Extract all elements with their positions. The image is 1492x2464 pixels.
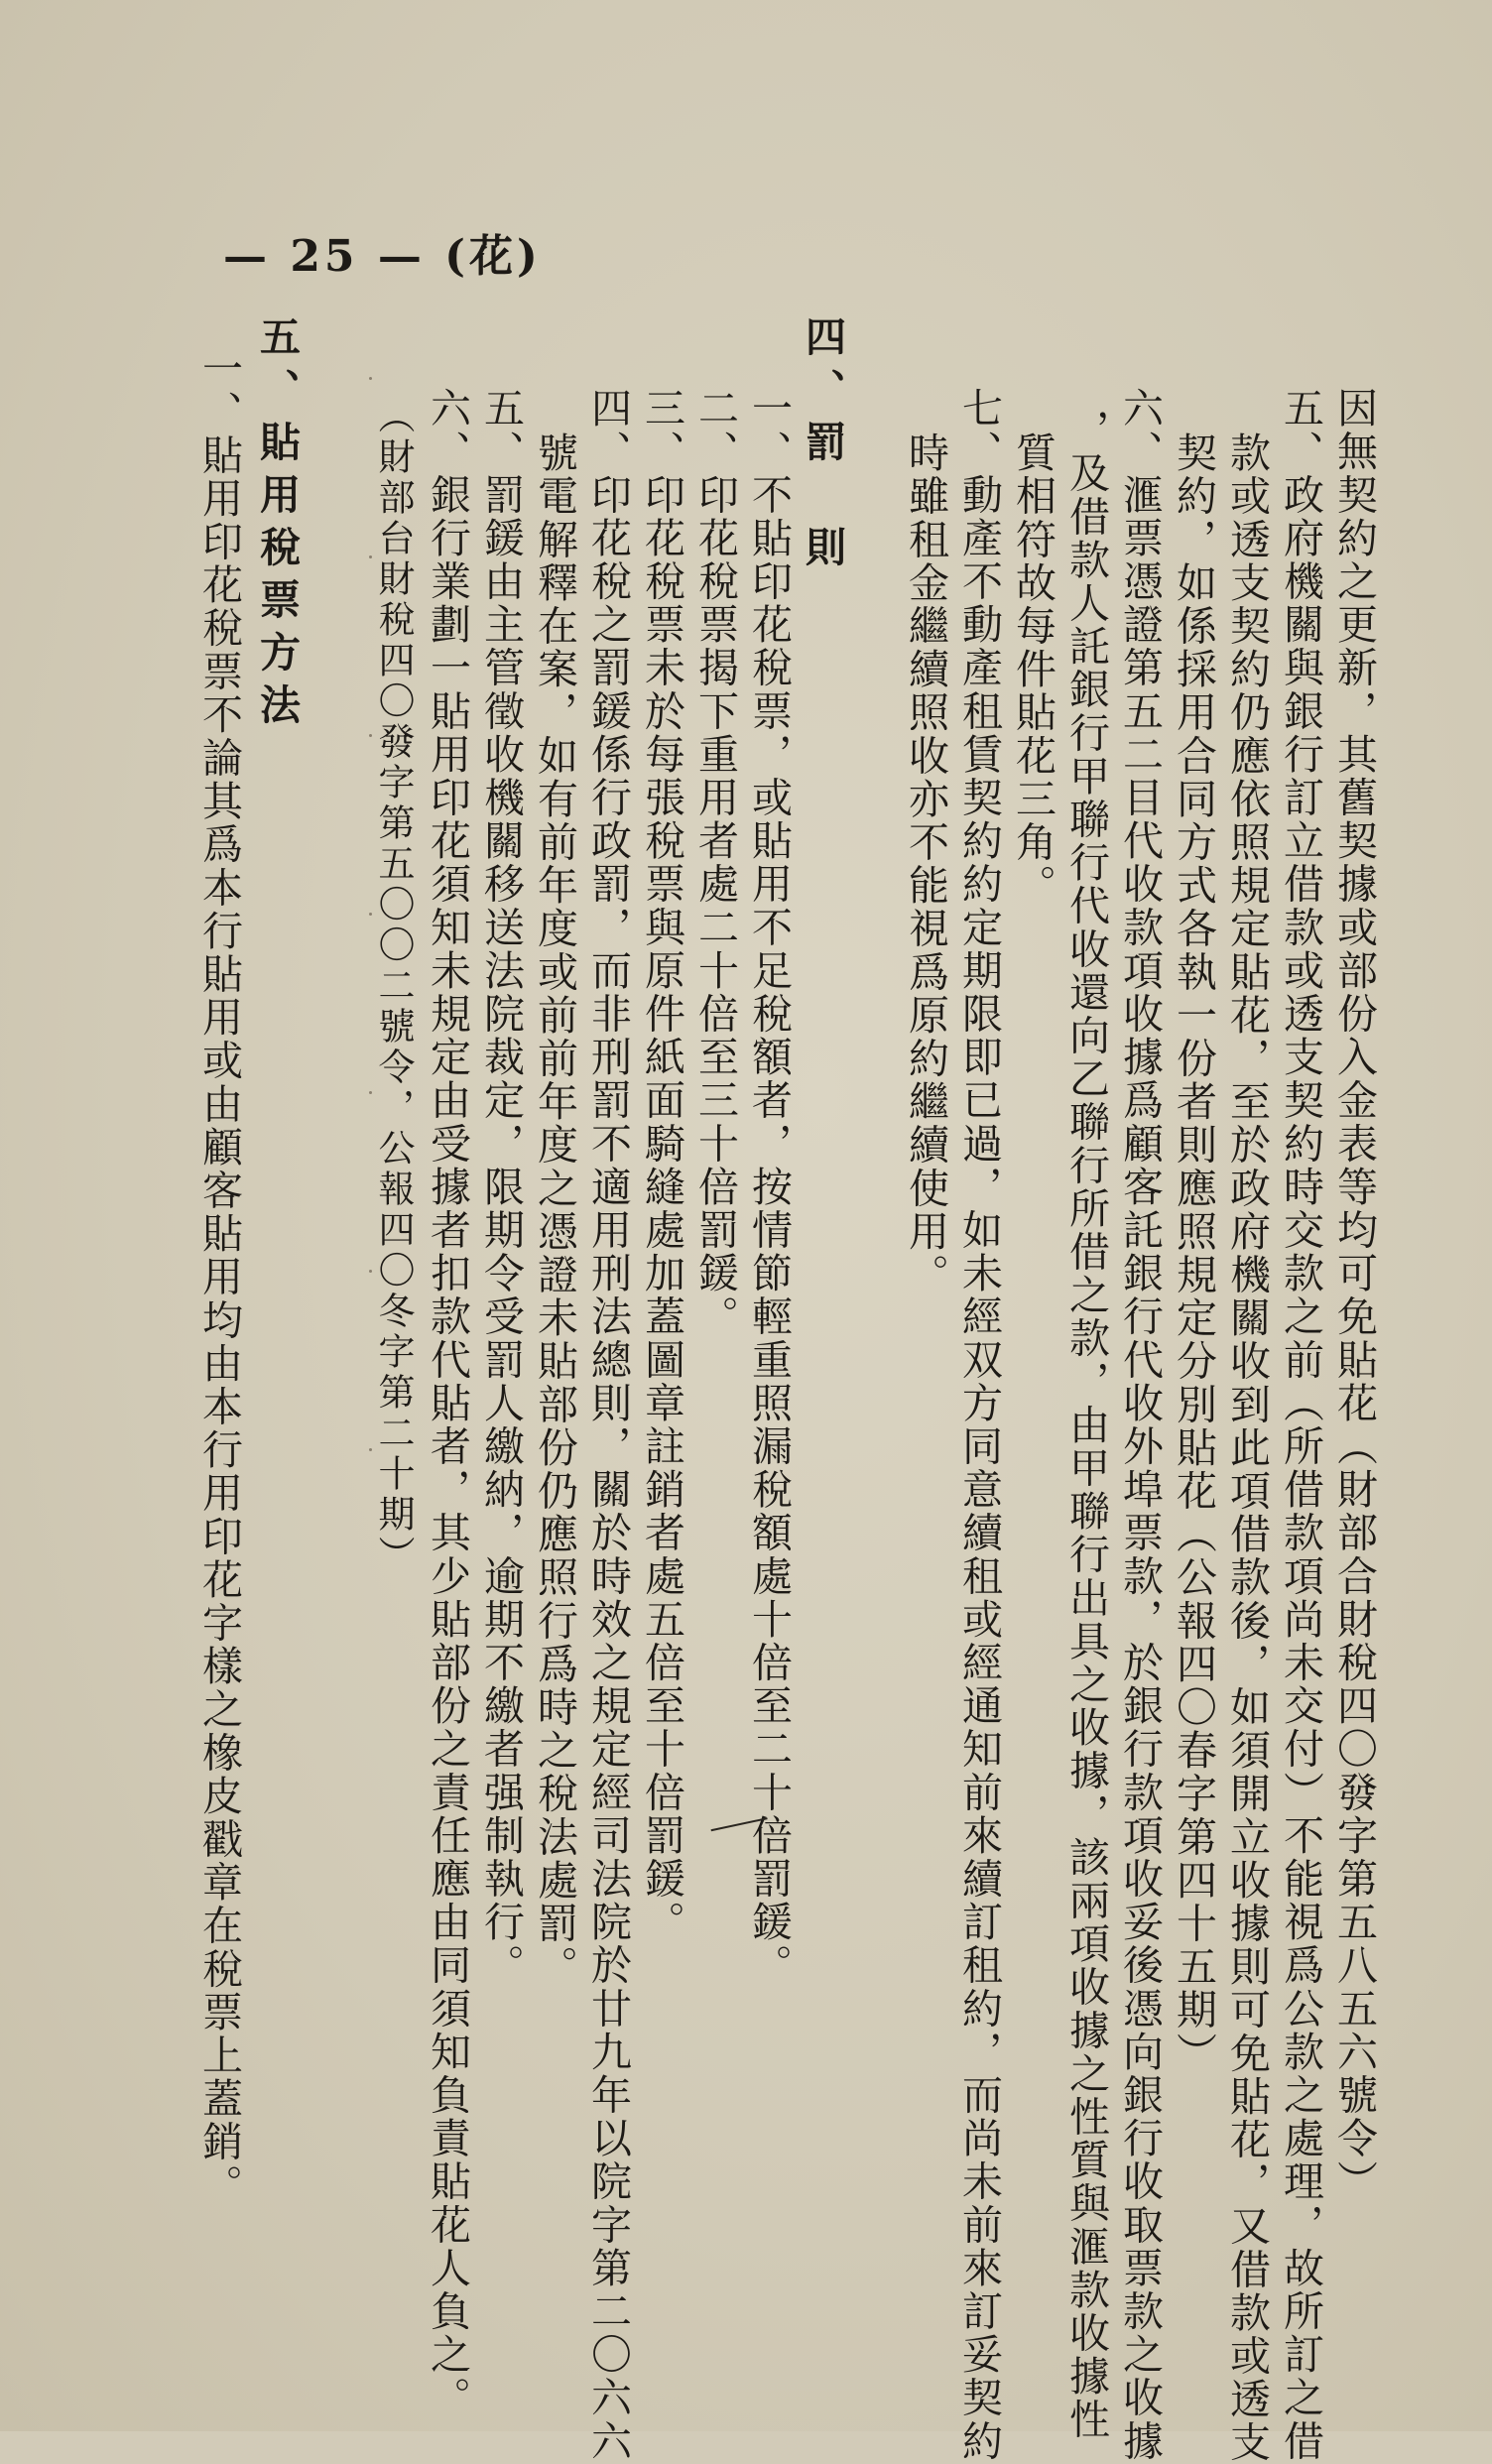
binding-dot (369, 555, 372, 558)
text-column-14: 號電解釋在案，如有前年度或前前年度之憑證未貼部份仍應照行爲時之稅法處罰。 (531, 431, 578, 1989)
text-column-12: 三、印花稅票未於每張稅票與原件紙面騎縫處加蓋圖章註銷者處五倍至十倍罰鍰。 (638, 387, 685, 1944)
binding-dot (369, 1091, 372, 1094)
section-heading-stamp-method: 五、貼用稅票方法 (253, 315, 301, 736)
text-column-11: 二、印花稅票揭下重用者處二十倍至三十倍罰鍰。 (691, 387, 739, 1339)
text-column-9: 時雖租金繼續照收亦不能視爲原約繼續使用。 (902, 431, 949, 1296)
binding-dot (369, 1270, 372, 1273)
page-number: — 25 — (花) (223, 231, 542, 282)
text-column-6: ，及借款人託銀行甲聯行代收還向乙聯行所借之款，由甲聯行出具之收據，該兩項收據之性質與滙款收據性 (1062, 409, 1110, 2442)
text-column-18: 一、貼用印花稅票不論其爲本行貼用或由顧客貼用均由本行用印花字樣之橡皮戳章在稅票上蓋銷。 (195, 347, 243, 2207)
text-column-17: （財部台財稅四〇發字第五〇〇二號令，公報四〇冬字第二十期） (372, 397, 415, 1576)
text-column-3: 款或透支契約仍應依照規定貼花，至於政府機關收到此項借款後，如須開立收據則可免貼花，又借款或透支 (1223, 431, 1271, 2464)
text-column-2: 五、政府機關與銀行訂立借款或透支契約時交款之前（所借款項尚未交付）不能視爲公款之處理，故所訂之借 (1277, 387, 1324, 2463)
text-column-10: 一、不貼印花稅票，或貼用不足稅額者，按情節輕重照漏稅額處十倍至二十倍罰鍰。 (745, 387, 793, 1988)
binding-dot (369, 1448, 372, 1451)
text-column-16: 六、銀行業劃一貼用印花須知未規定由受據者扣款代貼者，其少貼部份之責任應由同須知負責貼花人負之。 (424, 387, 471, 2420)
text-column-8: 七、動產不動產租賃契約約定期限即已過，如未經双方同意續租或經通知前來續訂租約，而尚未前來訂妥契約 (955, 387, 1003, 2463)
text-column-15: 五、罰鍰由主管徵收機關移送法院裁定，限期令受罰人繳納，逾期不繳者强制執行。 (477, 387, 525, 1988)
text-column-1: 因無契約之更新，其舊契據或部份入金表等均可免貼花（財部合財稅四〇發字第五八五六號令） (1330, 387, 1378, 2204)
text-column-5: 六、滙票憑證第五二目代收款項收據爲顧客託銀行代收外埠票款，於銀行款項收妥後憑向銀行收取票款之收據 (1116, 387, 1164, 2463)
text-column-7: 質相符故每件貼花三角。 (1009, 431, 1057, 908)
section-heading-penalties: 四、罰 則 (799, 315, 846, 578)
text-column-4: 契約，如係採用合同方式各執一份者則應照規定分別貼花（公報四〇春字第四十五期） (1170, 431, 1217, 2075)
binding-dot (369, 913, 372, 916)
text-column-13: 四、印花稅之罰鍰係行政罰，而非刑罰不適用刑法總則，關於時效之規定經司法院於廿九年以院字第二〇六六 (584, 387, 632, 2463)
binding-dot (369, 377, 372, 380)
binding-dot (369, 734, 372, 737)
